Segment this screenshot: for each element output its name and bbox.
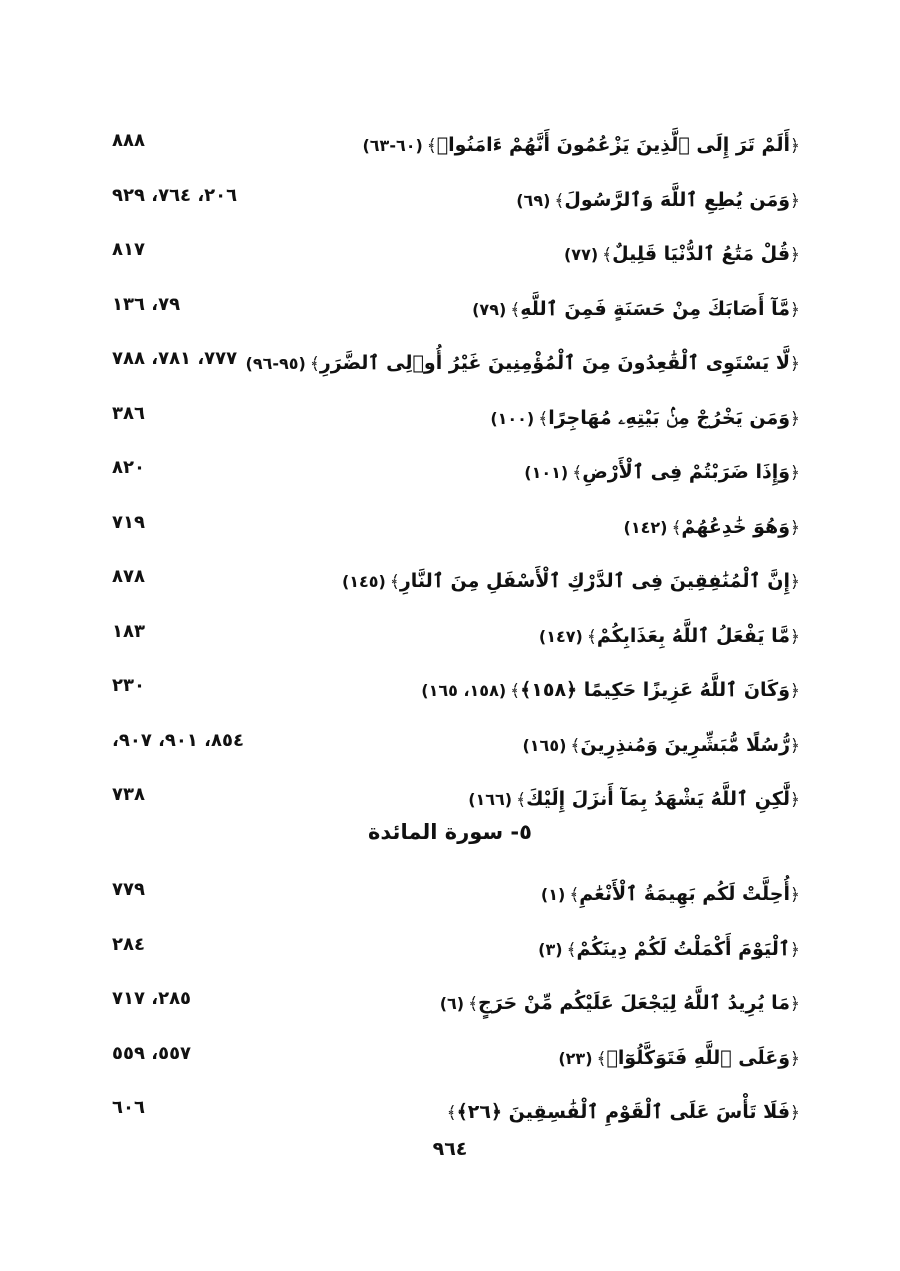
ornate-bracket-icon: ﴿ [790, 681, 800, 701]
verse-excerpt [447, 1095, 800, 1130]
index-entry [100, 237, 800, 277]
ornate-bracket-icon: ﴾ [516, 790, 527, 810]
page-references: ٧٩، ١٣٦ [112, 293, 181, 315]
page-references: ٨١٧ [112, 239, 145, 260]
index-entry [100, 673, 800, 713]
verse-number: (١٦٥) [522, 735, 567, 755]
ornate-bracket-icon: ﴾ [446, 1103, 457, 1123]
ornate-bracket-icon: ﴿ [790, 939, 800, 960]
verse-number: (١٤٢) [623, 517, 668, 537]
ornate-bracket-icon: ﴿ [790, 136, 800, 156]
index-entry [100, 564, 800, 604]
index-entry [100, 346, 800, 386]
verse-excerpt [564, 237, 800, 272]
ornate-bracket-icon: ﴿ [790, 190, 800, 211]
ornate-bracket-icon: ﴿ [790, 1048, 800, 1069]
verse-excerpt [440, 986, 800, 1021]
verse-excerpt [524, 455, 800, 490]
page-references: ٦٠٦ [112, 1097, 145, 1118]
page-references: ١٨٣ [112, 620, 145, 642]
page-references: ٨٨٨ [112, 130, 145, 151]
verse-number: (٦٠-٦٣) [362, 136, 423, 155]
ornate-bracket-icon: ﴾ [510, 681, 521, 701]
page-references: ٢٨٥، ٧١٧ [112, 988, 192, 1009]
verse-text: ٱلْيَوْمَ أَكْمَلْتُ لَكُمْ دِينَكُمْ [576, 937, 791, 960]
index-entry [100, 986, 800, 1026]
ornate-bracket-icon: ﴿ [790, 885, 800, 905]
verse-text: لَّٰكِنِ ٱللَّهُ يَشْهَدُ بِمَآ أَنزَلَ إِلَيْكَ [526, 788, 791, 810]
ornate-bracket-icon: ﴾ [586, 626, 597, 647]
index-entry [100, 877, 800, 917]
verse-number: (١٠١) [524, 463, 569, 482]
ornate-bracket-icon: ﴿ [790, 994, 800, 1014]
verse-number: (١٥٨، ١٦٥) [421, 681, 507, 700]
ornate-bracket-icon: ﴿ [790, 408, 800, 429]
verse-text: لَّا يَسْتَوِى ٱلْقَٰعِدُونَ مِنَ ٱلْمُؤْمِنِينَ غَيْرُ أُو۟لِى ٱلضَّرَرِ [319, 352, 791, 374]
index-entry [100, 1041, 800, 1081]
verse-number: (٩٥-٩٦) [245, 354, 306, 373]
index-entry [100, 782, 800, 822]
index-entry [100, 292, 800, 332]
ornate-bracket-icon: ﴿ [790, 626, 800, 647]
verse-excerpt [362, 128, 800, 163]
verse-number: (٧٧) [563, 245, 599, 264]
verse-number: (٣) [538, 939, 563, 959]
ornate-bracket-icon: ﴾ [569, 885, 580, 905]
page-references: ٧٧٩ [112, 879, 145, 900]
verse-excerpt [538, 932, 800, 967]
verse-number: (١٦٦) [468, 790, 513, 809]
verse-number: (١٤٥) [341, 572, 386, 591]
ornate-bracket-icon: ﴾ [671, 517, 682, 538]
verse-excerpt [342, 564, 800, 599]
index-entry [100, 1095, 800, 1135]
verse-number: (١) [540, 885, 566, 904]
ornate-bracket-icon: ﴾ [538, 408, 549, 429]
verse-text: أُحِلَّتْ لَكُم بَهِيمَةُ ٱلْأَنْعَٰمِ [579, 883, 791, 905]
ornate-bracket-icon: ﴾ [566, 939, 577, 960]
verse-text: أَلَمْ تَرَ إِلَى ٱلَّذِينَ يَزْعُمُونَ أَنَّهُمْ ءَامَنُوا۟ [436, 134, 791, 156]
ornate-bracket-icon: ﴾ [426, 136, 437, 156]
verse-text: وَمَن يَخْرُجْ مِنۢ بَيْتِهِۦ مُهَاجِرًا [548, 406, 791, 429]
verse-text: مَّا يَفْعَلُ ٱللَّهُ بِعَذَابِكُمْ [596, 624, 791, 647]
verse-text: وَهُوَ خَٰدِعُهُمْ [681, 515, 791, 538]
verse-excerpt [541, 877, 800, 912]
verse-excerpt [490, 401, 800, 436]
ornate-bracket-icon: ﴿ [790, 299, 800, 320]
index-entry [100, 183, 800, 223]
page-references: ٨٧٨ [112, 566, 145, 587]
ornate-bracket-icon: ﴾ [570, 735, 581, 756]
verse-number: (٦٩) [516, 190, 551, 210]
verse-number: (٦) [439, 994, 465, 1013]
index-entry [100, 510, 800, 550]
verse-excerpt [472, 292, 800, 327]
verse-number: (١٤٧) [538, 626, 583, 646]
verse-excerpt [539, 619, 800, 654]
ornate-bracket-icon: ﴿ [790, 354, 800, 374]
verse-text: وَكَانَ ٱللَّهُ عَزِيزًا حَكِيمًا ﴿١٥٨﴾ [520, 679, 791, 701]
ornate-bracket-icon: ﴿ [790, 1103, 800, 1123]
index-entry [100, 619, 800, 659]
index-entry [100, 932, 800, 972]
page-references: ٧٧٧، ٧٨١، ٧٨٨ [112, 348, 238, 369]
ornate-bracket-icon: ﴿ [790, 790, 800, 810]
verse-text: وَإِذَا ضَرَبْتُمْ فِى ٱلْأَرْضِ [582, 461, 791, 483]
ornate-bracket-icon: ﴾ [389, 572, 400, 592]
page-references: ٨٢٠ [112, 457, 145, 478]
verse-excerpt [516, 183, 800, 218]
verse-text: إِنَّ ٱلْمُنَٰفِقِينَ فِى ٱلدَّرْكِ ٱلْأَسْفَلِ مِنَ ٱلنَّارِ [399, 570, 791, 592]
verse-text: وَمَن يُطِعِ ٱللَّهَ وَٱلرَّسُولَ [564, 188, 791, 211]
ornate-bracket-icon: ﴿ [790, 735, 800, 756]
verse-excerpt [468, 782, 800, 817]
ornate-bracket-icon: ﴿ [790, 245, 800, 265]
ornate-bracket-icon: ﴿ [790, 517, 800, 538]
verse-excerpt [421, 673, 800, 708]
verse-number: (١٠٠) [490, 408, 535, 428]
verse-excerpt [246, 346, 800, 381]
page-references: ٨٥٤، ٩٠١، ٩٠٧، [112, 729, 244, 751]
verse-excerpt [558, 1041, 800, 1076]
page-references: ٣٨٦ [112, 402, 145, 424]
ornate-bracket-icon: ﴾ [468, 994, 479, 1014]
verse-excerpt [522, 728, 800, 763]
index-entry [100, 128, 800, 168]
verse-text: مَّآ أَصَابَكَ مِنْ حَسَنَةٍ فَمِنَ ٱللَّهِ [520, 297, 791, 320]
ornate-bracket-icon: ﴾ [554, 190, 565, 211]
ornate-bracket-icon: ﴿ [790, 572, 800, 592]
verse-text: رُّسُلًا مُّبَشِّرِينَ وَمُنذِرِينَ [580, 733, 791, 756]
verse-text: مَا يُرِيدُ ٱللَّهُ لِيَجْعَلَ عَلَيْكُم مِّنْ حَرَجٍ [478, 992, 791, 1014]
ornate-bracket-icon: ﴾ [572, 463, 583, 483]
ornate-bracket-icon: ﴾ [596, 1048, 607, 1069]
ornate-bracket-icon: ﴾ [309, 354, 320, 374]
index-entry [100, 401, 800, 441]
verse-text: فَلَا تَأْسَ عَلَى ٱلْقَوْمِ ٱلْفَٰسِقِينَ ﴿٢٦﴾ [456, 1101, 791, 1123]
ornate-bracket-icon: ﴿ [790, 463, 800, 483]
page-references: ٢٨٤ [112, 933, 145, 955]
page-references: ٧١٩ [112, 511, 145, 533]
page-references: ٢٠٦، ٧٦٤، ٩٢٩ [112, 184, 238, 206]
page-references: ٧٣٨ [112, 784, 145, 805]
verse-number: (٧٩) [472, 299, 507, 319]
index-entry [100, 455, 800, 495]
page-number: ٩٦٤ [432, 1138, 468, 1160]
page-references: ٢٣٠ [112, 675, 145, 696]
verse-text: قُلْ مَتَٰعُ ٱلدُّنْيَا قَلِيلٌ [612, 243, 791, 265]
index-entry [100, 728, 800, 768]
surah-heading: ٥- سورة المائدة [368, 820, 532, 844]
ornate-bracket-icon: ﴾ [510, 299, 521, 320]
page-references: ٥٥٧، ٥٥٩ [112, 1042, 192, 1064]
verse-text: وَعَلَى ٱللَّهِ فَتَوَكَّلُوٓا۟ [606, 1046, 791, 1069]
ornate-bracket-icon: ﴾ [602, 245, 613, 265]
verse-excerpt [624, 510, 800, 545]
verse-number: (٢٣) [558, 1048, 593, 1068]
